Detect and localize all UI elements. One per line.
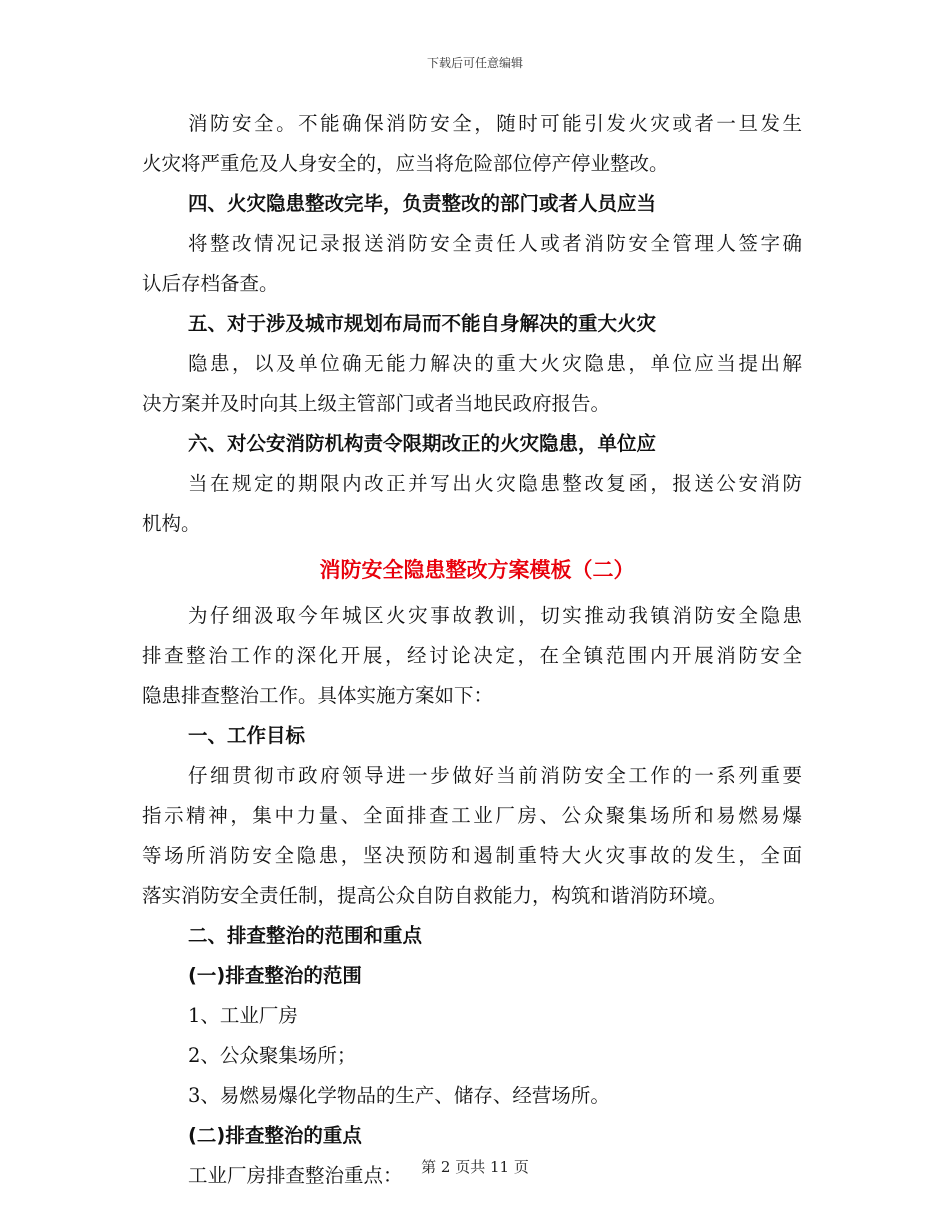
section-heading: 六、对公安消防机构责令限期改正的火灾隐患，单位应: [188, 432, 657, 455]
paragraph-line: 认后存档备查。: [142, 272, 279, 295]
paragraph-line: 为仔细汲取今年城区火灾事故教训，切实推动我镇消防安全隐患: [188, 604, 802, 627]
paragraph-line: 落实消防安全责任制，提高公众自防自救能力，构筑和谐消防环境。: [142, 884, 728, 907]
list-item: 1、工业厂房: [188, 1004, 298, 1027]
subsection-heading: (二)排查整治的重点: [188, 1124, 362, 1147]
paragraph-line: 工业厂房排查整治重点：: [188, 1164, 403, 1187]
paragraph-line: 排查整治工作的深化开展，经讨论决定，在全镇范围内开展消防安全: [142, 644, 802, 667]
list-item: 2、公众聚集场所；: [188, 1044, 357, 1067]
paragraph-line: 仔细贯彻市政府领导进一步做好当前消防安全工作的一系列重要: [188, 764, 802, 787]
paragraph-line: 机构。: [142, 512, 201, 535]
paragraph-line: 隐患，以及单位确无能力解决的重大火灾隐患，单位应当提出解: [188, 352, 802, 375]
subsection-heading: (一)排查整治的范围: [188, 964, 362, 987]
paragraph-line: 决方案并及时向其上级主管部门或者当地民政府报告。: [142, 392, 611, 415]
list-item: 3、易燃易爆化学物品的生产、储存、经营场所。: [188, 1084, 610, 1107]
section-heading: 四、火灾隐患整改完毕，负责整改的部门或者人员应当: [188, 192, 657, 215]
paragraph-line: 等场所消防安全隐患，坚决预防和遏制重特大火灾事故的发生，全面: [142, 844, 802, 867]
paragraph-line: 当在规定的期限内改正并写出火灾隐患整改复函，报送公安消防: [188, 472, 802, 495]
document-title: 消防安全隐患整改方案模板（二）: [319, 558, 635, 582]
section-heading: 一、工作目标: [188, 724, 306, 747]
paragraph-line: 火灾将严重危及人身安全的，应当将危险部位停产停业整改。: [142, 152, 669, 175]
paragraph-line: 消防安全。不能确保消防安全，随时可能引发火灾或者一旦发生: [188, 112, 802, 135]
paragraph-line: 将整改情况记录报送消防安全责任人或者消防安全管理人签字确: [188, 232, 802, 255]
page-header: 下载后可任意编辑: [426, 56, 523, 70]
document-body: [142, 104, 802, 1196]
paragraph-line: 指示精神，集中力量、全面排查工业厂房、公众聚集场所和易燃易爆: [142, 804, 802, 827]
paragraph-line: 隐患排查整治工作。具体实施方案如下：: [142, 684, 494, 707]
section-heading: 二、排查整治的范围和重点: [188, 924, 423, 947]
section-heading: 五、对于涉及城市规划布局而不能自身解决的重大火灾: [188, 312, 657, 335]
page-footer: 第 2 页共 11 页: [421, 1158, 529, 1176]
